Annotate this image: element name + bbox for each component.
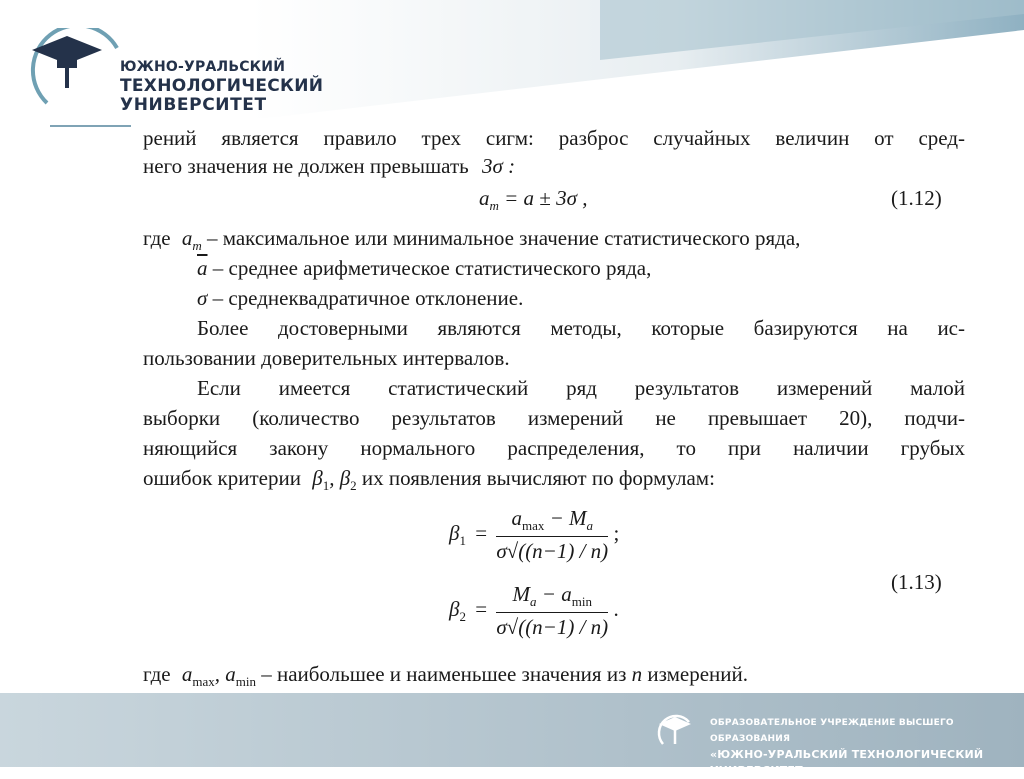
f2-lhs-sub: 2	[459, 609, 466, 625]
symbol-beta: β	[312, 466, 323, 490]
text-line-10: выборки (количество результатов измерений не превышает 20), подчи-	[143, 406, 965, 430]
text-line-last-end: измерений.	[642, 662, 749, 686]
f1-denominator: σ√((n−1) / n)	[496, 539, 609, 564]
f1-numerator: $a_{max} - M_a$	[496, 506, 608, 537]
f1-end: ;	[613, 520, 620, 545]
text-line-6-rest: – среднеквадратичное отклонение.	[207, 286, 524, 310]
symbol-beta-2: , β	[329, 466, 351, 490]
text-line-last	[143, 662, 748, 694]
eq1-lhs-sub: m	[489, 198, 499, 214]
text-line-4-prefix: где	[143, 226, 171, 250]
logo-line-3: УНИВЕРСИТЕТ	[120, 95, 267, 115]
symbol-amin-sub: min	[235, 674, 256, 690]
text-line-last-rest: – наибольшее и наименьшее значения из	[255, 662, 627, 686]
text-line-last-prefix: где	[143, 662, 171, 686]
equation-number-1-13: (1.13)	[891, 570, 942, 594]
text-line-2-body: него значения не должен превышать	[143, 154, 469, 178]
symbol-am: a	[181, 226, 193, 250]
symbol-beta-sub-2: 2	[350, 478, 357, 494]
text-line-5	[197, 256, 651, 280]
symbol-amax: a	[181, 662, 193, 686]
logo-wordmark	[120, 58, 323, 115]
f1-fraction	[496, 506, 608, 564]
footer-logo-icon	[655, 712, 695, 752]
f2-end: .	[613, 596, 619, 621]
symbol-am-sub: m	[192, 238, 202, 254]
f2-fraction	[496, 582, 608, 640]
f2-numerator: $M_a - a_{min}$	[496, 582, 608, 613]
formula-beta-2: $\beta_2$ = $\frac{M_a - a_{min}}{\sigma√((n-1) / n)}$ .	[449, 582, 619, 640]
f1-lhs-sub: 1	[459, 533, 466, 549]
symbol-sigma: σ	[197, 286, 208, 310]
equation-number-1-12: (1.12)	[891, 186, 942, 210]
footer-line-1: ОБРАЗОВАТЕЛЬНОЕ УЧРЕЖДЕНИЕ ВЫСШЕГО ОБРАЗОВАНИЯ	[710, 718, 954, 744]
f2-denominator: σ√((n−1) / n)	[496, 615, 609, 640]
logo-line-1: ЮЖНО-УРАЛЬСКИЙ	[120, 59, 286, 75]
f2-lhs: β	[449, 596, 460, 621]
text-line-1: рений является правило трех сигм: разброс случайных величин от сред-	[143, 126, 965, 150]
text-line-2	[143, 154, 515, 178]
text-line-5-rest: – среднее арифметическое статистического ряда,	[207, 256, 652, 280]
text-line-6	[197, 286, 523, 310]
formula-3sigma: 3σ :	[481, 154, 516, 178]
formula-beta-1: $\beta_1$ = $\frac{a_{max} - M_a}{\sigma√((n-1) / n)}$ ;	[449, 506, 620, 564]
logo-line-2: ТЕХНОЛОГИЧЕСКИЙ	[120, 76, 324, 96]
symbol-beta-sub-1: 1	[322, 478, 330, 494]
eq1-rhs: = a ± 3σ ,	[498, 186, 588, 210]
text-line-12-a: ошибок критерии	[143, 466, 301, 490]
footer-text	[710, 715, 1024, 779]
text-line-4	[143, 226, 800, 258]
text-line-9: Если имеется статистический ряд результатов измерений малой	[197, 376, 965, 400]
text-line-8: пользовании доверительных интервалов.	[143, 346, 510, 370]
equation-1-12	[479, 186, 587, 214]
text-line-4-rest: – максимальное или минимальное значение статистического ряда,	[201, 226, 801, 250]
symbol-amin: , a	[214, 662, 236, 686]
symbol-a-bar: $\overline{a}$	[197, 256, 208, 280]
eq1-lhs: a	[479, 186, 490, 210]
symbol-amax-sub: max	[192, 674, 215, 690]
text-line-11: няющийся закону нормального распределения, то при наличии грубых	[143, 436, 965, 460]
symbol-n: n	[626, 662, 643, 686]
document-page	[131, 118, 976, 693]
f1-lhs: β	[449, 520, 460, 545]
footer-line-2: «ЮЖНО-УРАЛЬСКИЙ ТЕХНОЛОГИЧЕСКИЙ УНИВЕРСИТЕТ»	[710, 748, 984, 777]
text-line-12-d: их появления вычисляют по формулам:	[356, 466, 715, 490]
text-line-7: Более достоверными являются методы, которые базируются на ис-	[197, 316, 965, 340]
text-line-12	[143, 466, 715, 498]
